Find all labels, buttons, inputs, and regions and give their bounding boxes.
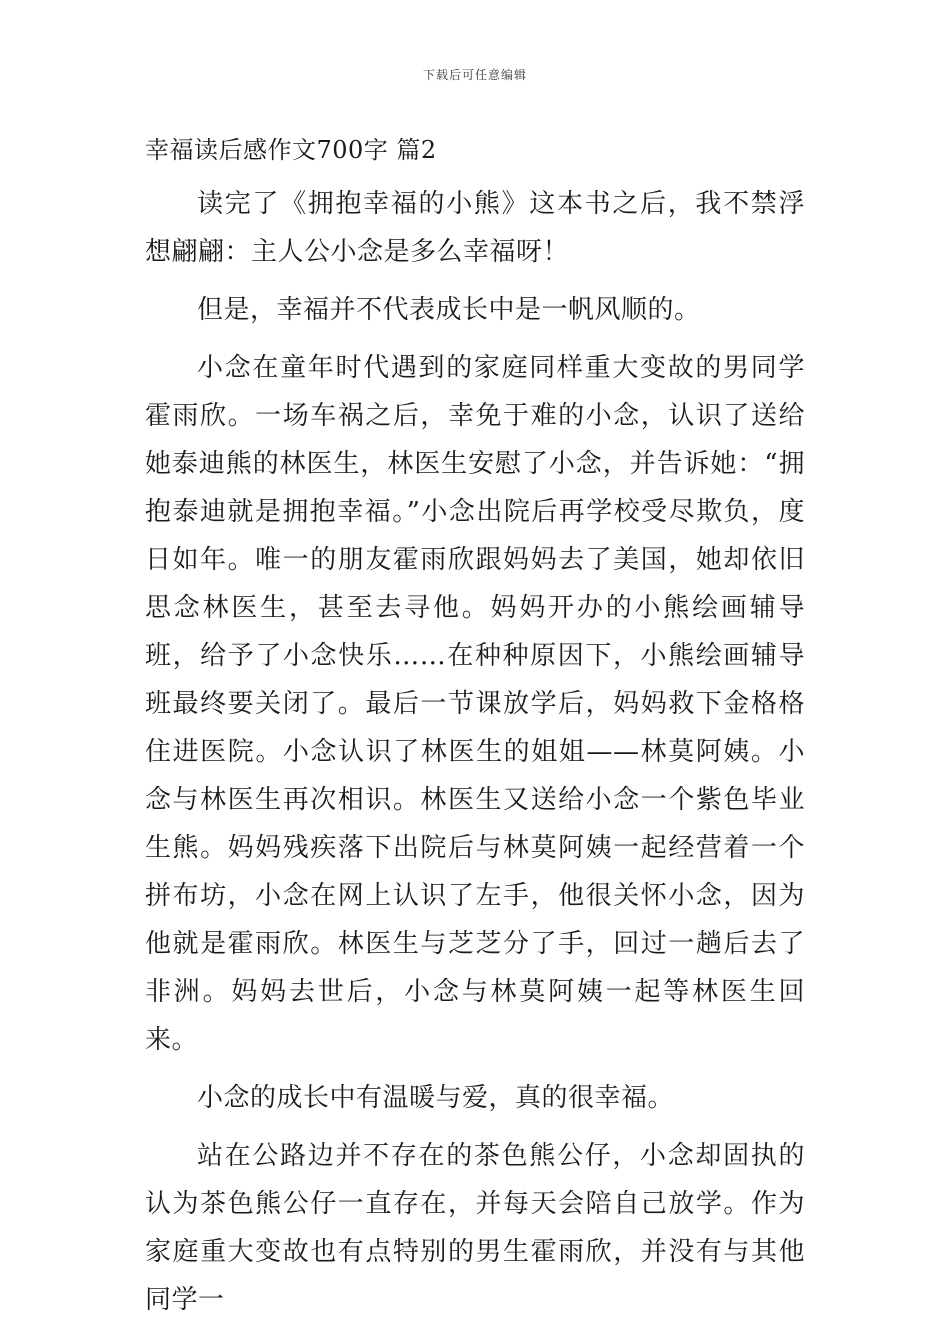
paragraph-5: 站在公路边并不存在的茶色熊公仔，小念却固执的认为茶色熊公仔一直存在，并每天会陪自己放学。作为家庭重大变故也有点特别的男生霍雨欣，并没有与其他同学一 bbox=[145, 1141, 805, 1315]
paragraph-4: 小念的成长中有温暖与爱，真的很幸福。 bbox=[197, 1083, 675, 1113]
paragraph-3: 小念在童年时代遇到的家庭同样重大变故的男同学霍雨欣。一场车祸之后，幸免于难的小念，认识了送给她泰迪熊的林医生，林医生安慰了小念，并告诉她：“拥抱泰迪就是拥抱幸福。”小念出院后再学校受尽欺负，度日如年。唯一的朋友霍雨欣跟妈妈去了美国，她却依旧思念林医生，甚至去寻他。妈妈开办的小熊绘画辅导班，给予了小念快乐……在种种原因下，小熊绘画辅导班最终要关闭了。最后一节课放学后，妈妈救下金格格住进医院。小念认识了林医生的姐姐——林莫阿姨。小念与林医生再次相识。林医生又送给小念一个紫色毕业生熊。妈妈残疾落下出院后与林莫阿姨一起经营着一个拼布坊，小念在网上认识了左手，他很关怀小念，因为他就是霍雨欣。林医生与芝芝分了手，回过一趟后去了非洲。妈妈去世后，小念与林莫阿姨一起等林医生回来。 bbox=[145, 353, 805, 1055]
document-title: 幸福读后感作文700字 篇2 bbox=[145, 136, 437, 164]
paragraph-2: 但是，幸福并不代表成长中是一帆风顺的。 bbox=[197, 295, 701, 325]
document-body bbox=[145, 130, 805, 1334]
paragraph-1: 读完了《拥抱幸福的小熊》这本书之后，我不禁浮想翩翩：主人公小念是多么幸福呀！ bbox=[145, 189, 805, 267]
page-header-note: 下载后可任意编辑 bbox=[422, 68, 527, 82]
